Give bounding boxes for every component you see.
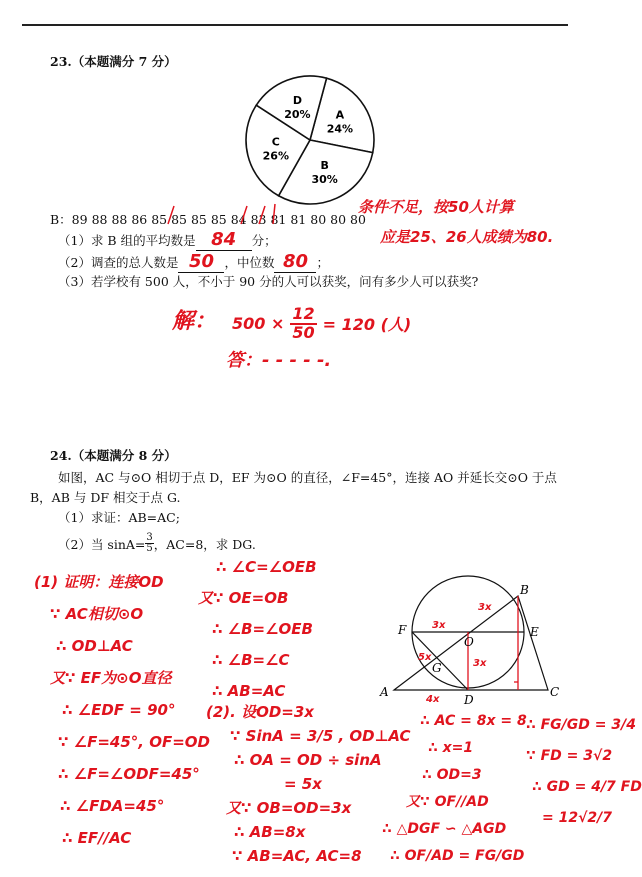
proof-step: ∴ ∠FDA=45°	[60, 797, 165, 815]
data-cross-marks	[140, 200, 320, 230]
proof-step: (1) 证明：连接OD	[34, 573, 164, 591]
q24-statement-line1: 如图，AC 与⊙O 相切于点 D，EF 为⊙O 的直径，∠F=45°，连接 AO 并延长交⊙O 于点	[58, 470, 557, 485]
q23-part2	[58, 251, 329, 273]
pie-label: B	[320, 159, 329, 173]
proof-step: ∴ OA = OD ÷ sinA	[234, 751, 382, 769]
sin-denominator: 5	[146, 543, 153, 554]
proof-step: ∴ FG/GD = 3/4	[526, 717, 636, 733]
proof-step: ∴ OF/AD = FG/GD	[390, 848, 525, 864]
q23-part1-answer: 84	[211, 229, 237, 250]
proof-step: ∴ ∠B=∠OEB	[212, 620, 313, 638]
pie-label: D	[292, 94, 302, 108]
proof-step: ∴ EF//AC	[62, 829, 132, 847]
proof-step: ∴ ∠EDF = 90°	[62, 701, 176, 719]
proof-step: ∵ AC相切⊙O	[50, 605, 144, 623]
label-d: D	[464, 693, 474, 707]
q23-part3: （3）若学校有 500 人，不小于 90 分的人可以获奖，问有多少人可以获奖?	[58, 274, 479, 289]
label-b: B	[520, 583, 529, 597]
solution-numerator: 12	[292, 304, 315, 323]
q23-header: 23.（本题满分 7 分）	[50, 54, 177, 69]
mark-fo: 3x	[432, 620, 446, 631]
q23-data-line: B：89 88 88 86 85 85 85 85 84 83 81 81 80 80 80	[50, 212, 366, 227]
pie-label: C	[271, 135, 280, 149]
proof-step: = 12√2/7	[542, 810, 613, 826]
proof-step: ∴ △DGF ∽ △AGD	[382, 821, 507, 837]
q23-part2-text: （2）调查的总人数是	[58, 255, 179, 270]
pie-percent: 24%	[326, 122, 354, 136]
mark-ob: 3x	[478, 602, 492, 613]
proof-step: ∴ GD = 4/7 FD	[532, 779, 642, 795]
proof-step: (2). 设OD=3x	[206, 703, 314, 721]
proof-step: ∵ ∠F=45°, OF=OD	[58, 733, 210, 751]
solution-label: 解：	[172, 309, 217, 334]
proof-col-5	[526, 710, 642, 834]
q24-part2-text-a: （2）当 sinA=	[58, 536, 146, 552]
proof-step: 又∵ OB=OD=3x	[226, 799, 352, 817]
proof-step: ∴ ∠F=∠ODF=45°	[58, 765, 200, 783]
label-e: E	[530, 625, 539, 639]
proof-step: ∴ ∠C=∠OEB	[216, 558, 317, 576]
q23-part1	[58, 229, 277, 251]
label-a: A	[380, 685, 389, 699]
pie-percent: 30%	[311, 173, 338, 187]
proof-step: ∴ ∠B=∠C	[212, 651, 290, 669]
proof-step: ∴ OD⊥AC	[56, 637, 133, 655]
label-f: F	[398, 623, 407, 637]
q24-part2	[58, 533, 256, 554]
q23-part1-text: （1）求 B 组的平均数是	[58, 233, 196, 248]
proof-step: 又∵ EF为⊙O直径	[50, 669, 172, 687]
sin-fraction	[145, 533, 153, 554]
sin-numerator: 3	[146, 532, 153, 543]
teacher-note-1: 条件不足，按50人计算	[358, 198, 514, 216]
q23-part2-mid: ，中位数	[224, 255, 275, 270]
mark-ad: 4x	[426, 694, 440, 705]
q23-part2-end: ；	[316, 255, 329, 270]
pie-percent: 26%	[262, 149, 289, 163]
proof-step: ∴ x=1	[428, 740, 474, 756]
proof-col-3	[206, 700, 410, 868]
q24-header: 24.（本题满分 8 分）	[50, 448, 177, 463]
proof-step: ∵ SinA = 3/5 , OD⊥AC	[230, 727, 411, 745]
q23-part2-answer2: 80	[282, 251, 309, 272]
q23-part2-answer: 50	[188, 251, 214, 272]
proof-step: ∵ FD = 3√2	[526, 748, 613, 764]
solution-left: 500 ×	[232, 314, 285, 334]
solution-right: = 120 (人)	[322, 315, 412, 335]
pie-chart	[240, 70, 380, 210]
label-g: G	[432, 661, 442, 675]
geometry-figure	[370, 578, 570, 708]
solution-denominator: 50	[292, 322, 315, 342]
q23-part1-unit: 分；	[251, 233, 277, 248]
proof-step: = 5x	[284, 775, 322, 793]
label-o: O	[464, 635, 474, 649]
mark-ag: 5x	[418, 652, 432, 663]
proof-step: 又∵ OE=OB	[198, 589, 289, 607]
solution-fraction	[290, 306, 316, 342]
proof-col-1	[34, 566, 210, 854]
q24-part1: （1）求证：AB=AC;	[58, 510, 180, 525]
proof-step: ∴ AB=AC	[212, 682, 286, 700]
answer-label: 答：- - - - -.	[226, 350, 332, 371]
proof-step: ∴ AC = 8x = 8	[420, 713, 527, 729]
top-rule	[22, 24, 568, 26]
mark-od: 3x	[473, 658, 487, 669]
q24-part2-text-b: ，AC=8，求 DG.	[153, 536, 256, 552]
pie-percent: 20%	[284, 108, 311, 122]
proof-step: ∵ AB=AC, AC=8	[232, 847, 362, 865]
proof-col-2	[198, 552, 317, 707]
solution-expression	[232, 306, 411, 342]
proof-col-4	[382, 708, 527, 870]
proof-step: ∴ OD=3	[422, 767, 482, 783]
proof-step: 又∵ OF//AD	[406, 794, 489, 810]
pie-label: A	[335, 108, 345, 122]
label-c: C	[550, 685, 560, 699]
proof-step: ∴ AB=8x	[234, 823, 306, 841]
teacher-note-2: 应是25、26人成绩为80.	[380, 228, 554, 246]
q24-statement-line2: B，AB 与 DF 相交于点 G.	[30, 490, 181, 505]
